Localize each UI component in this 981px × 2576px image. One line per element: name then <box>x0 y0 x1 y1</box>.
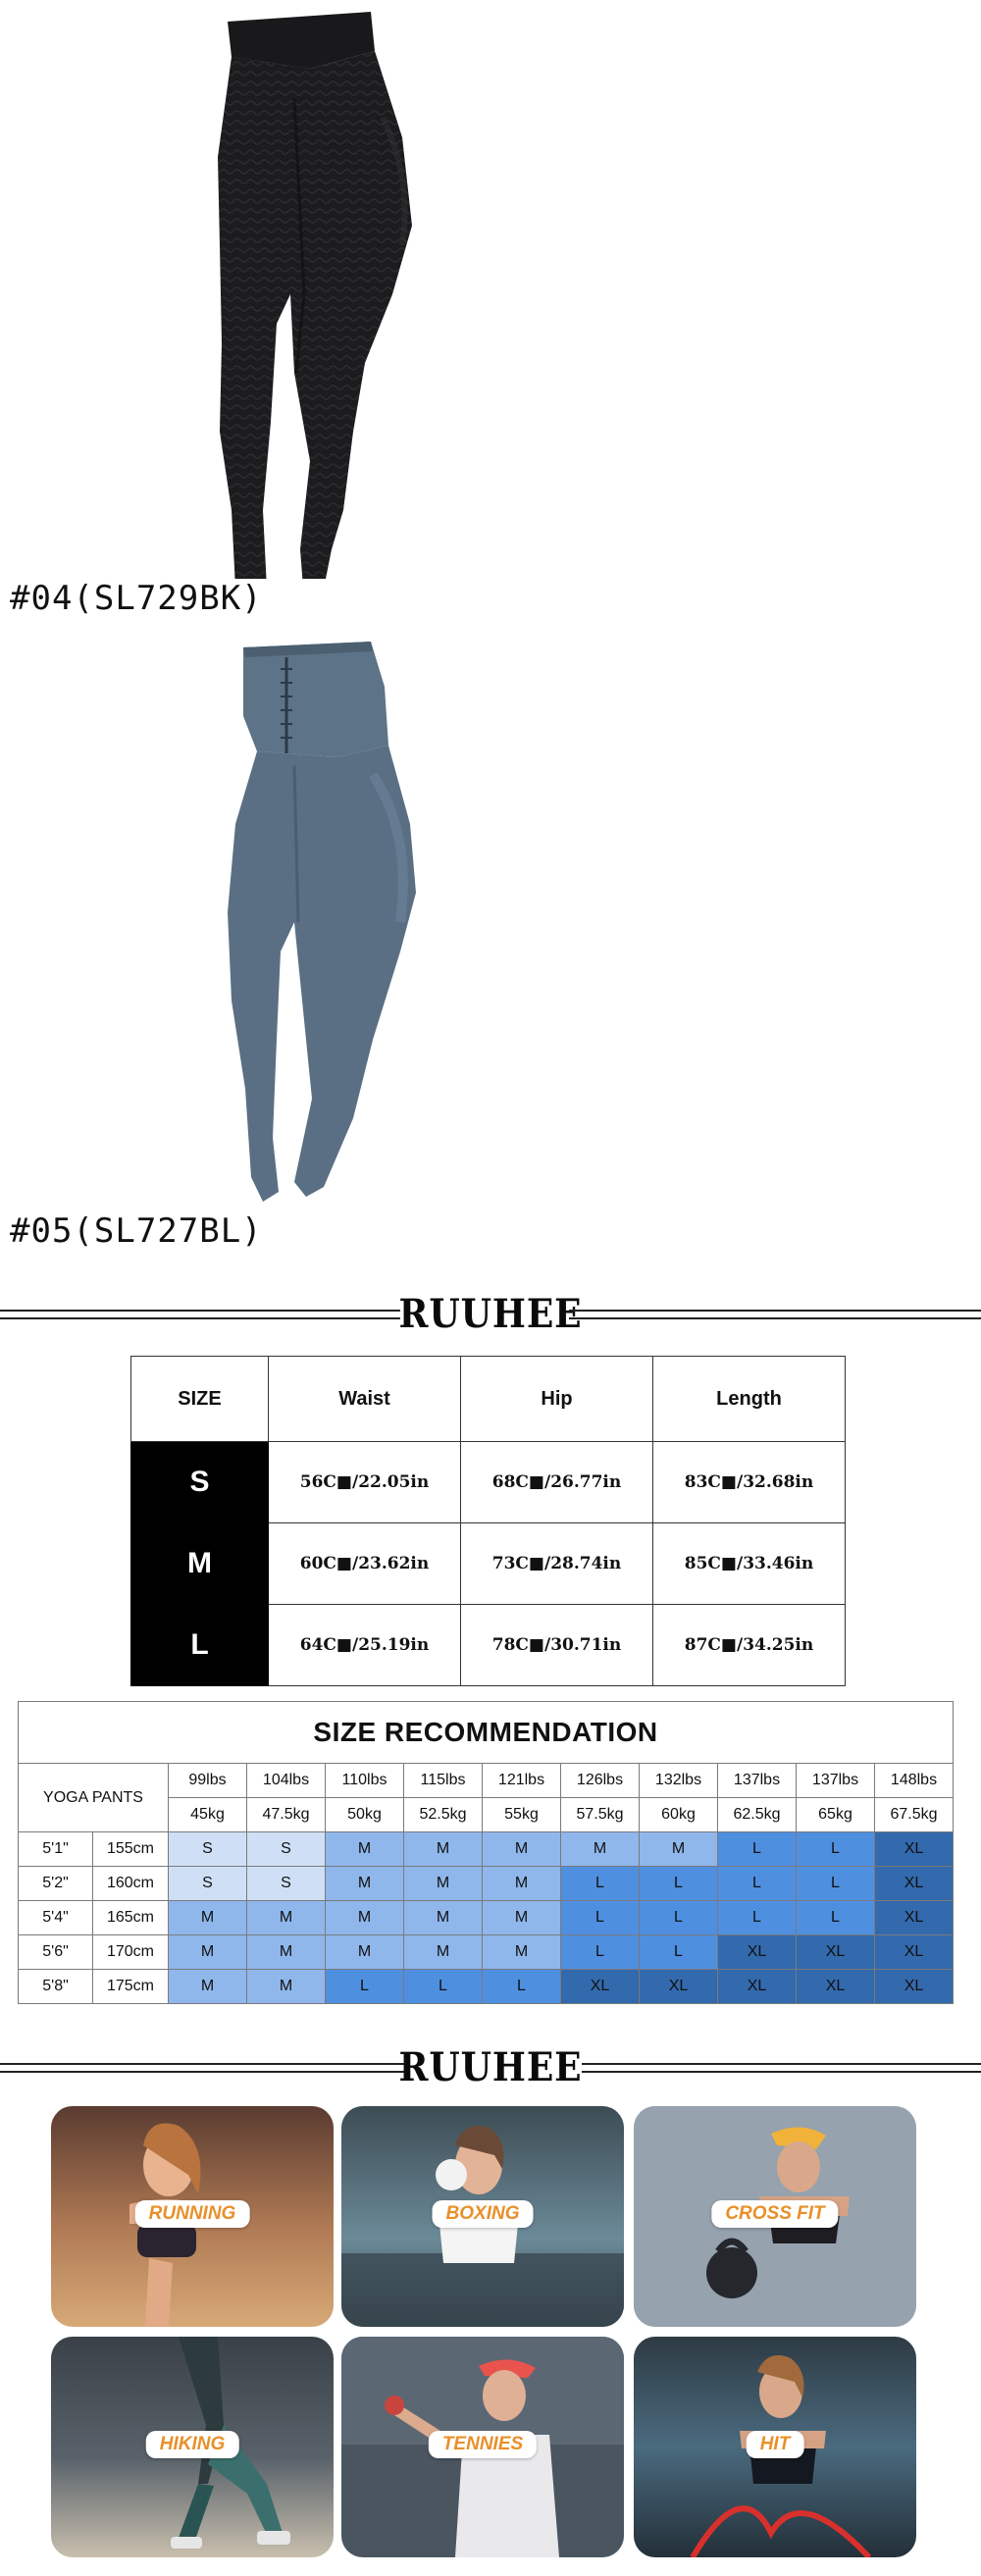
weight-kg: 62.5kg <box>718 1798 797 1832</box>
hip-value: 68C■/26.77in <box>461 1442 653 1523</box>
length-header: Length <box>653 1357 846 1442</box>
recommended-size: XL <box>875 1970 954 2004</box>
weight-lbs: 104lbs <box>247 1764 326 1798</box>
recommendation-row <box>19 1832 954 1867</box>
recommended-size: M <box>247 1935 326 1970</box>
divider-rule-right <box>582 2063 981 2073</box>
weight-lbs: 132lbs <box>640 1764 718 1798</box>
recommendation-row <box>19 1970 954 2004</box>
waist-value: 60C■/23.62in <box>269 1523 461 1605</box>
product-code-label: #05(SL727BL) <box>10 1211 263 1251</box>
product-bluegrey-leggings <box>0 628 981 1256</box>
weight-lbs: 99lbs <box>169 1764 247 1798</box>
recommended-size: S <box>247 1867 326 1901</box>
recommendation-title-row <box>19 1702 954 1764</box>
activity-running-photo <box>51 2106 334 2327</box>
recommended-size: L <box>640 1935 718 1970</box>
black-leggings-image <box>0 0 981 579</box>
length-value: 85C■/33.46in <box>653 1523 846 1605</box>
recommended-size: M <box>404 1935 483 1970</box>
weight-lbs: 126lbs <box>561 1764 640 1798</box>
weight-kg: 52.5kg <box>404 1798 483 1832</box>
recommended-size: M <box>326 1901 404 1935</box>
recommended-size: M <box>326 1867 404 1901</box>
weight-kg: 45kg <box>169 1798 247 1832</box>
waist-value: 56C■/22.05in <box>269 1442 461 1523</box>
activity-label: CROSS FIT <box>711 2200 838 2228</box>
size-chart-row <box>131 1523 846 1605</box>
hip-header: Hip <box>461 1357 653 1442</box>
activity-tennies-photo <box>341 2337 624 2557</box>
recommended-size: XL <box>718 1935 797 1970</box>
yoga-pants-header: YOGA PANTS <box>19 1764 169 1832</box>
height-cm: 165cm <box>93 1901 169 1935</box>
size-chart-row <box>131 1605 846 1686</box>
recommended-size: M <box>169 1935 247 1970</box>
recommended-size: M <box>640 1832 718 1867</box>
recommended-size: M <box>483 1867 561 1901</box>
recommended-size: L <box>561 1901 640 1935</box>
weight-lbs-row <box>19 1764 954 1798</box>
weight-lbs: 137lbs <box>797 1764 875 1798</box>
weight-lbs: 137lbs <box>718 1764 797 1798</box>
recommended-size: L <box>483 1970 561 2004</box>
activity-label: RUNNING <box>135 2200 250 2228</box>
activity-hit-photo <box>634 2337 916 2557</box>
brand-divider <box>0 1290 981 1339</box>
height-cm: 170cm <box>93 1935 169 1970</box>
recommended-size: S <box>247 1832 326 1867</box>
length-value: 87C■/34.25in <box>653 1605 846 1686</box>
recommendation-title: SIZE RECOMMENDATION <box>19 1702 954 1764</box>
recommended-size: M <box>483 1901 561 1935</box>
height-ft: 5'8" <box>19 1970 93 2004</box>
product-code-label: #04(SL729BK) <box>10 579 263 618</box>
size-chart-row <box>131 1442 846 1523</box>
recommended-size: M <box>483 1832 561 1867</box>
weight-kg: 57.5kg <box>561 1798 640 1832</box>
recommended-size: L <box>326 1970 404 2004</box>
recommended-size: M <box>247 1901 326 1935</box>
weight-kg: 50kg <box>326 1798 404 1832</box>
activity-boxing-photo <box>341 2106 624 2327</box>
recommended-size: M <box>247 1970 326 2004</box>
activity-label: HIKING <box>146 2431 239 2458</box>
recommendation-row <box>19 1935 954 1970</box>
size-chart-table <box>130 1356 846 1686</box>
recommended-size: XL <box>797 1970 875 2004</box>
recommended-size: M <box>483 1935 561 1970</box>
product-black-leggings <box>0 0 981 628</box>
weight-kg: 55kg <box>483 1798 561 1832</box>
recommended-size: L <box>797 1867 875 1901</box>
recommended-size: S <box>169 1832 247 1867</box>
recommended-size: L <box>561 1935 640 1970</box>
recommended-size: XL <box>875 1867 954 1901</box>
height-ft: 5'4" <box>19 1901 93 1935</box>
recommended-size: XL <box>640 1970 718 2004</box>
weight-kg: 67.5kg <box>875 1798 954 1832</box>
height-cm: 160cm <box>93 1867 169 1901</box>
activity-label: BOXING <box>433 2200 534 2228</box>
recommended-size: M <box>404 1901 483 1935</box>
brand-divider <box>0 2043 981 2092</box>
weight-lbs: 148lbs <box>875 1764 954 1798</box>
height-ft: 5'6" <box>19 1935 93 1970</box>
weight-kg: 65kg <box>797 1798 875 1832</box>
hip-value: 78C■/30.71in <box>461 1605 653 1686</box>
hip-value: 73C■/28.74in <box>461 1523 653 1605</box>
recommended-size: S <box>169 1867 247 1901</box>
recommendation-body <box>19 1832 954 2004</box>
recommended-size: M <box>326 1935 404 1970</box>
recommended-size: L <box>561 1867 640 1901</box>
weight-kg: 47.5kg <box>247 1798 326 1832</box>
length-value: 83C■/32.68in <box>653 1442 846 1523</box>
recommended-size: L <box>718 1832 797 1867</box>
recommended-size: M <box>404 1832 483 1867</box>
brand-logo: RUUHEE <box>398 1291 583 1337</box>
recommended-size: L <box>797 1901 875 1935</box>
recommended-size: M <box>326 1832 404 1867</box>
recommended-size: L <box>404 1970 483 2004</box>
size-header: SIZE <box>131 1357 269 1442</box>
recommended-size: L <box>640 1867 718 1901</box>
brand-logo: RUUHEE <box>398 2044 583 2090</box>
recommended-size: M <box>561 1832 640 1867</box>
activity-hiking-photo <box>51 2337 334 2557</box>
waist-header: Waist <box>269 1357 461 1442</box>
recommended-size: XL <box>875 1901 954 1935</box>
activity-crossfit-photo <box>634 2106 916 2327</box>
recommendation-row <box>19 1867 954 1901</box>
height-ft: 5'1" <box>19 1832 93 1867</box>
recommendation-row <box>19 1901 954 1935</box>
divider-rule-right <box>569 1310 981 1319</box>
size-label: M <box>131 1523 269 1605</box>
recommended-size: L <box>797 1832 875 1867</box>
height-ft: 5'2" <box>19 1867 93 1901</box>
height-cm: 175cm <box>93 1970 169 2004</box>
bluegrey-leggings-image <box>0 628 981 1211</box>
waist-value: 64C■/25.19in <box>269 1605 461 1686</box>
size-chart-header-row <box>131 1357 846 1442</box>
activity-label: TENNIES <box>429 2431 537 2458</box>
recommended-size: XL <box>718 1970 797 2004</box>
recommended-size: M <box>169 1901 247 1935</box>
recommended-size: XL <box>797 1935 875 1970</box>
recommended-size: L <box>718 1867 797 1901</box>
recommended-size: L <box>718 1901 797 1935</box>
weight-lbs: 115lbs <box>404 1764 483 1798</box>
recommended-size: XL <box>875 1935 954 1970</box>
recommended-size: M <box>169 1970 247 2004</box>
size-label: L <box>131 1605 269 1686</box>
weight-lbs: 121lbs <box>483 1764 561 1798</box>
size-label: S <box>131 1442 269 1523</box>
recommended-size: M <box>404 1867 483 1901</box>
weight-lbs: 110lbs <box>326 1764 404 1798</box>
weight-kg: 60kg <box>640 1798 718 1832</box>
recommended-size: XL <box>875 1832 954 1867</box>
activity-label: HIT <box>747 2431 804 2458</box>
size-recommendation-table <box>18 1701 954 2004</box>
recommended-size: XL <box>561 1970 640 2004</box>
height-cm: 155cm <box>93 1832 169 1867</box>
recommended-size: L <box>640 1901 718 1935</box>
